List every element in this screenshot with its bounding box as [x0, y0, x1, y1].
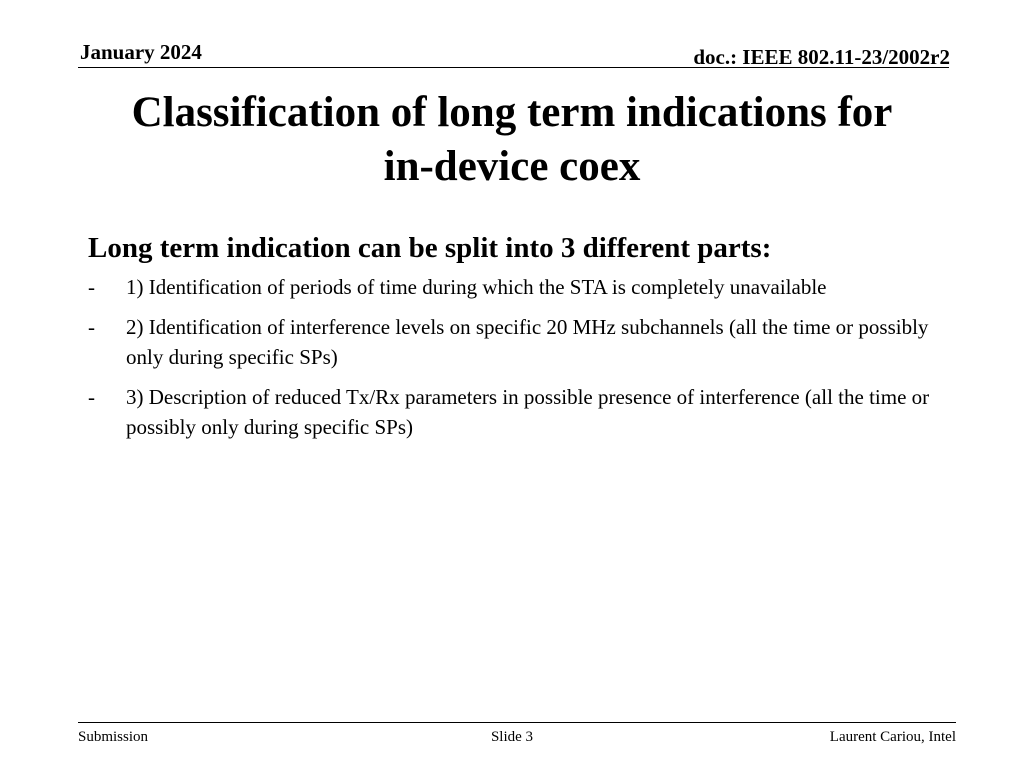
footer-slide-number: Slide 3: [490, 729, 534, 745]
slide-body: [88, 228, 948, 452]
footer-divider: [78, 722, 956, 723]
bullet-item: [88, 382, 948, 442]
bullet-dash: -: [88, 315, 95, 339]
bullet-text: 2) Identification of interference levels on specific 20 MHz subchannels (all the time or possibly only during specific SPs): [126, 315, 929, 369]
bullet-list: [88, 272, 948, 442]
footer-author: Laurent Cariou, Intel: [829, 729, 956, 745]
bullet-item: [88, 312, 948, 372]
bullet-item: [88, 272, 948, 302]
footer-submission: Submission: [78, 729, 149, 745]
lead-statement: Long term indication can be split into 3 different parts:: [88, 232, 772, 264]
bullet-dash: -: [88, 385, 95, 409]
slide-title-line-1: Classification of long term indications for: [131, 89, 893, 136]
bullet-dash: -: [88, 275, 95, 299]
bullet-text: 3) Description of reduced Tx/Rx parameters in possible presence of interference (all the time or possibly only during specific SPs): [126, 385, 930, 439]
slide-title-line-2: in-device coex: [383, 143, 641, 190]
header-divider: [78, 67, 949, 68]
header-date: January 2024: [80, 40, 202, 64]
bullet-text: 1) Identification of periods of time during which the STA is completely unavailable: [126, 275, 827, 299]
header-doc-id: doc.: IEEE 802.11-23/2002r2: [693, 45, 950, 69]
slide-title: [60, 86, 964, 194]
